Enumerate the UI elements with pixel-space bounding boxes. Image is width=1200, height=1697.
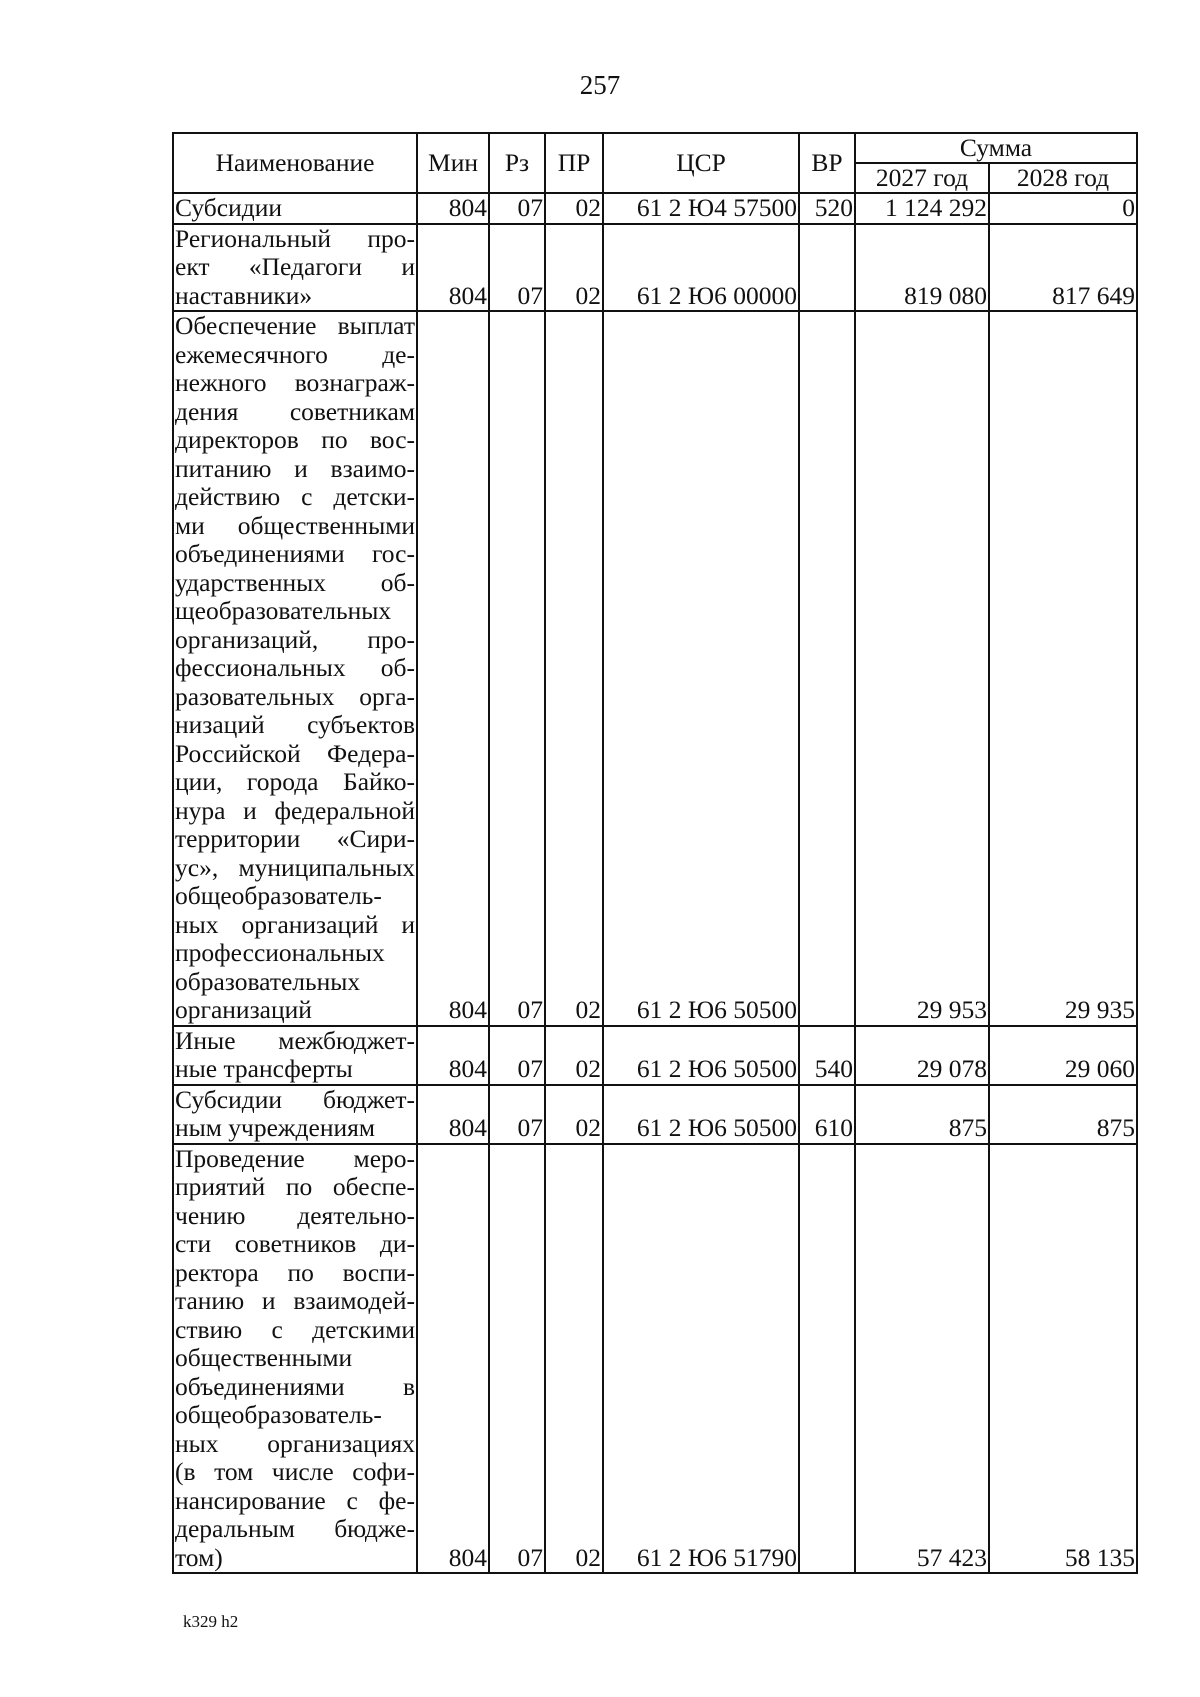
row-name-line: щеобразовательных bbox=[175, 596, 392, 625]
row-pr: 02 bbox=[545, 224, 603, 312]
row-amount-2027: 29 953 bbox=[855, 311, 989, 1026]
row-name-line: Субсидии bbox=[175, 193, 282, 222]
row-name-line: ствию с детскими bbox=[175, 1314, 415, 1344]
row-rz: 07 bbox=[489, 224, 545, 312]
row-name bbox=[173, 1026, 417, 1085]
row-name-line: ные трансферты bbox=[175, 1054, 353, 1083]
row-name-line: общеобразователь- bbox=[175, 1400, 382, 1429]
row-amount-2028: 875 bbox=[989, 1085, 1137, 1144]
row-name-line: ректора по воспи- bbox=[175, 1257, 415, 1287]
row-name-line: дения советникам bbox=[175, 396, 415, 426]
row-rz: 07 bbox=[489, 311, 545, 1026]
row-name-line: нансирование с фе- bbox=[175, 1485, 415, 1515]
row-name-line: ции, города Байко- bbox=[175, 767, 415, 796]
row-name-line: Иные межбюджет- bbox=[175, 1025, 415, 1055]
row-name-line: наставники» bbox=[175, 280, 313, 310]
row-pr: 02 bbox=[545, 1026, 603, 1085]
table-row bbox=[173, 1085, 1137, 1144]
budget-table bbox=[172, 132, 1138, 1574]
table-row bbox=[173, 1144, 1137, 1574]
table-row bbox=[173, 193, 1137, 224]
row-name-line: общеобразователь- bbox=[175, 881, 382, 910]
row-pr: 02 bbox=[545, 1085, 603, 1144]
row-amount-2028: 58 135 bbox=[989, 1144, 1137, 1574]
row-vr bbox=[799, 311, 855, 1026]
row-vr: 520 bbox=[799, 193, 855, 224]
row-name-line: том) bbox=[175, 1542, 223, 1572]
row-amount-2027: 1 124 292 bbox=[855, 193, 989, 224]
row-pr: 02 bbox=[545, 1144, 603, 1574]
row-amount-2027: 29 078 bbox=[855, 1026, 989, 1085]
header-name: Наименование bbox=[173, 133, 417, 193]
row-name-line: объединениями гос- bbox=[175, 539, 415, 568]
row-name-line: общественными bbox=[175, 1343, 353, 1372]
row-name-line: действию с детски- bbox=[175, 482, 415, 511]
row-vr: 610 bbox=[799, 1085, 855, 1144]
row-min: 804 bbox=[417, 224, 489, 312]
row-amount-2027: 819 080 bbox=[855, 224, 989, 312]
row-min: 804 bbox=[417, 193, 489, 224]
row-csr: 61 2 Ю6 50500 bbox=[603, 311, 799, 1026]
row-amount-2028: 0 bbox=[989, 193, 1137, 224]
row-name-line: нежного вознаграж- bbox=[175, 368, 415, 397]
row-amount-2028: 817 649 bbox=[989, 224, 1137, 312]
row-name-line: ми общественными bbox=[175, 510, 415, 540]
table-row bbox=[173, 311, 1137, 1026]
table-body bbox=[173, 193, 1137, 1573]
row-name bbox=[173, 1144, 417, 1574]
row-name-line: ных организаций и bbox=[175, 909, 415, 939]
row-name-line: Российской Федера- bbox=[175, 738, 415, 768]
row-csr: 61 2 Ю6 51790 bbox=[603, 1144, 799, 1574]
row-name-line: ект «Педагоги и bbox=[175, 252, 415, 281]
row-name-line: организаций bbox=[175, 995, 312, 1024]
row-name-line: (в том числе софи- bbox=[175, 1457, 415, 1486]
row-name-line: чению деятельно- bbox=[175, 1200, 415, 1230]
row-name-line: нура и федеральной bbox=[175, 795, 415, 825]
page-number: 257 bbox=[579, 70, 621, 100]
row-amount-2027: 875 bbox=[855, 1085, 989, 1144]
row-pr: 02 bbox=[545, 311, 603, 1026]
row-name-line: директоров по вос- bbox=[175, 425, 415, 454]
row-rz: 07 bbox=[489, 1144, 545, 1574]
row-name bbox=[173, 193, 417, 224]
row-min: 804 bbox=[417, 311, 489, 1026]
header-rz: Рз bbox=[489, 133, 545, 193]
row-name bbox=[173, 1085, 417, 1144]
footer-code: k329 h2 bbox=[183, 1612, 239, 1631]
row-vr bbox=[799, 224, 855, 312]
row-name-line: низаций субъектов bbox=[175, 710, 415, 739]
row-name-line: объединениями в bbox=[175, 1371, 415, 1401]
row-name-line: Субсидии бюджет- bbox=[175, 1084, 415, 1114]
row-amount-2028: 29 060 bbox=[989, 1026, 1137, 1085]
row-name-line: деральным бюдже- bbox=[175, 1514, 415, 1543]
row-min: 804 bbox=[417, 1085, 489, 1144]
row-name-line: ежемесячного де- bbox=[175, 339, 415, 369]
row-name-line: сти советников ди- bbox=[175, 1229, 415, 1258]
row-rz: 07 bbox=[489, 193, 545, 224]
table-row bbox=[173, 224, 1137, 312]
header-year-2028: 2028 год bbox=[989, 163, 1137, 193]
row-name-line: ных организациях bbox=[175, 1428, 415, 1458]
row-name-line: образовательных bbox=[175, 966, 361, 996]
header-pr: ПР bbox=[545, 133, 603, 193]
row-csr: 61 2 Ю6 50500 bbox=[603, 1085, 799, 1144]
row-min: 804 bbox=[417, 1026, 489, 1085]
row-vr bbox=[799, 1144, 855, 1574]
row-name-line: ударственных об- bbox=[175, 567, 415, 597]
row-csr: 61 2 Ю6 50500 bbox=[603, 1026, 799, 1085]
row-rz: 07 bbox=[489, 1026, 545, 1085]
header-vr: ВР bbox=[799, 133, 855, 193]
row-name-line: профессиональных bbox=[175, 938, 385, 967]
row-name-line: фессиональных об- bbox=[175, 653, 415, 682]
row-pr: 02 bbox=[545, 193, 603, 224]
header-year-2027: 2027 год bbox=[855, 163, 989, 193]
header-sum: Сумма bbox=[855, 133, 1137, 163]
table-row bbox=[173, 1026, 1137, 1085]
row-name-line: организаций, про- bbox=[175, 624, 415, 654]
row-name-line: питанию и взаимо- bbox=[175, 453, 415, 483]
row-min: 804 bbox=[417, 1144, 489, 1574]
row-name-line: разовательных орга- bbox=[175, 681, 415, 711]
row-rz: 07 bbox=[489, 1085, 545, 1144]
row-name-line: танию и взаимодей- bbox=[175, 1286, 415, 1315]
header-csr: ЦСР bbox=[603, 133, 799, 193]
row-amount-2028: 29 935 bbox=[989, 311, 1137, 1026]
row-name-line: территории «Сири- bbox=[175, 824, 415, 853]
row-name-line: приятий по обеспе- bbox=[175, 1172, 415, 1201]
row-name bbox=[173, 311, 417, 1026]
row-name-line: Обеспечение выплат bbox=[175, 311, 415, 340]
row-name-line: ным учреждениям bbox=[175, 1113, 376, 1142]
row-name-line: Региональный про- bbox=[175, 223, 415, 253]
row-name-line: Проведение меро- bbox=[175, 1143, 415, 1173]
row-vr: 540 bbox=[799, 1026, 855, 1085]
row-name-line: ус», муниципальных bbox=[175, 852, 415, 882]
row-amount-2027: 57 423 bbox=[855, 1144, 989, 1574]
header-min: Мин bbox=[417, 133, 489, 193]
row-csr: 61 2 Ю6 00000 bbox=[603, 224, 799, 312]
row-csr: 61 2 Ю4 57500 bbox=[603, 193, 799, 224]
row-name bbox=[173, 224, 417, 312]
